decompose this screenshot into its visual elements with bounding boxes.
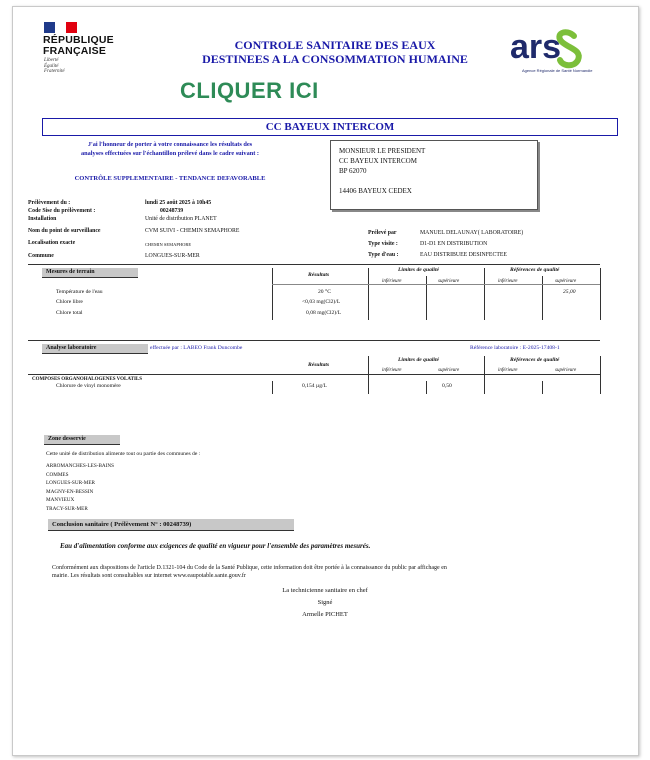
info-value-code: 00248739: [160, 208, 184, 214]
info-value-date: lundi 25 août 2025 à 10h45: [145, 200, 212, 206]
legal-notice: [52, 565, 612, 580]
rf-line1: RÉPUBLIQUE: [43, 34, 114, 46]
list-item: MANVIEUX: [46, 497, 75, 503]
conclusion-text: Eau d'alimentation conforme aux exigences de qualité en vigueur pour l'ensemble des paramètres mesurés.: [60, 542, 371, 550]
info-key-sampler: Prélevé par: [368, 230, 397, 236]
terrain-row-param: Température de l'eau: [56, 289, 103, 295]
terrain-vline-3: [426, 276, 427, 320]
list-item: LONGUES-SUR-MER: [46, 480, 95, 486]
labo-row-vline-1: [272, 381, 273, 394]
conclusion-tab: Conclusion sanitaire ( Prélèvement N° : 00248739): [48, 519, 294, 531]
title-line1: CONTROLE SANITAIRE DES EAUX: [234, 38, 436, 52]
labo-header-rule: [28, 374, 600, 375]
labo-ref: Référence laboratoire : E-2025-17408-1: [470, 345, 560, 351]
terrain-lim-sup: supérieure: [438, 279, 460, 284]
info-value-location: CHEMIN SEMAPHORE: [145, 242, 192, 247]
recipient-address: [330, 140, 538, 210]
terrain-lim-inf: inférieure: [382, 279, 402, 284]
terrain-header-refs: Références de qualité: [510, 267, 560, 273]
labo-row-value: 0,154 µg/L: [302, 383, 327, 389]
labo-row-vline-5: [542, 381, 543, 394]
info-key-point: Nom du point de surveillance: [28, 228, 101, 234]
republique-francaise-logo: [43, 35, 114, 57]
terrain-row-param: Chlore total: [56, 310, 83, 316]
labo-lim-sup: supérieure: [438, 368, 460, 373]
rf-line2: FRANÇAISE: [43, 45, 107, 57]
labo-header-results: Résultats: [308, 362, 330, 368]
terrain-vline-1: [272, 268, 273, 320]
entity-title: CC BAYEUX INTERCOM: [42, 118, 618, 136]
labo-by: effectuée par : LABEO Frank Duncombe: [150, 345, 243, 351]
terrain-header-rule: [272, 284, 600, 285]
labo-row-param: Chlorure de vinyl monomère: [56, 383, 121, 389]
legal-line2: mairie. Les résultats sont consultables sur internet www.eaupotable.sante.gouv.fr: [52, 572, 246, 579]
info-key-date: Prélèvement du :: [28, 200, 71, 206]
terrain-row-value: 20 °C: [318, 289, 331, 295]
terrain-ref-inf: inférieure: [498, 279, 518, 284]
terrain-top-rule: [28, 264, 600, 265]
info-key-commune: Commune: [28, 253, 54, 259]
labo-top-rule: [28, 340, 600, 341]
document-title: [170, 38, 500, 66]
terrain-header-results: Résultats: [308, 272, 330, 278]
labo-tab: Analyse laboratoire: [42, 344, 148, 354]
list-item: ARROMANCHES-LES-BAINS: [46, 463, 115, 469]
intro-line2: analyses effectuées sur l'échantillon prélevé dans le cadre suivant :: [81, 150, 259, 157]
terrain-vline-5: [542, 276, 543, 320]
terrain-tab: Mesures de terrain: [42, 268, 138, 278]
rf-motto: [44, 58, 65, 75]
signature-signed: Signé: [317, 599, 333, 606]
labo-vline-6: [600, 356, 601, 394]
address-line1: MONSIEUR LE PRESIDENT: [339, 147, 426, 155]
terrain-row-param: Chlore libre: [56, 299, 83, 305]
address-line2: CC BAYEUX INTERCOM: [339, 157, 417, 165]
labo-row-vline-3: [426, 381, 427, 394]
labo-lim-inf: inférieure: [382, 368, 402, 373]
french-flag-icon: [44, 22, 77, 33]
zone-communes-list: [46, 462, 114, 513]
labo-vline-4: [484, 356, 485, 394]
legal-line1: Conformément aux dispositions de l'article D.1321-104 du Code de la Santé Publique, cette information doit être portée à la connaissance du public par affichage en: [52, 565, 447, 571]
zone-text: Cette unité de distribution alimente tout ou partie des communes de :: [46, 451, 201, 457]
terrain-header-limits: Limites de qualité: [398, 267, 440, 273]
list-item: COMMES: [46, 471, 69, 478]
labo-header-refs: Références de qualité: [510, 357, 560, 363]
title-line2: DESTINEES A LA CONSOMMATION HUMAINE: [202, 52, 468, 66]
info-value-commune: LONGUES-SUR-MER: [145, 253, 200, 259]
signature-role: La technicienne sanitaire en chef: [282, 587, 368, 594]
address-line3: BP 62070: [339, 167, 367, 175]
info-key-water: Type d'eau :: [368, 252, 399, 258]
list-item: MAGNY-EN-BESSIN: [46, 488, 94, 495]
motto-fraternite: Fraternité: [44, 69, 65, 74]
labo-row-limit: 0,50: [442, 383, 452, 389]
labo-ref-sup: supérieure: [555, 368, 577, 373]
info-value-visit: D1-D1 EN DISTRIBUTION: [420, 241, 488, 247]
info-value-water: EAU DISTRIBUEE DESINFECTEE: [420, 252, 507, 258]
info-value-point: CVM SUIVI - CHEMIN SEMAPHORE: [145, 228, 240, 234]
info-key-installation: Installation: [28, 216, 57, 222]
terrain-vline-2: [368, 268, 369, 320]
zone-tab: Zone desservie: [44, 435, 120, 445]
info-value-sampler: MANUEL DELAUNAY( LABORATOIRE): [420, 230, 524, 236]
info-key-code: Code Sise du prélèvement :: [28, 208, 96, 214]
motto-liberte: Liberté: [44, 58, 59, 63]
cliquer-ici-link[interactable]: CLIQUER ICI: [180, 78, 319, 103]
terrain-vline-4: [484, 268, 485, 320]
ars-logo-sub: Agence Régionale de Santé Normandie: [522, 68, 593, 73]
terrain-row-value: 0,08 mg(Cl2)/L: [306, 310, 342, 316]
info-value-installation: Unité de distribution PLANET: [145, 216, 217, 222]
labo-ref-inf: inférieure: [498, 368, 518, 373]
labo-vline-2: [368, 356, 369, 394]
address-line4: 14406 BAYEUX CEDEX: [339, 187, 412, 195]
control-type: CONTRÔLE SUPPLEMENTAIRE - TENDANCE DEFAVORABLE: [74, 175, 266, 182]
intro-text: [40, 140, 300, 158]
labo-header-limits: Limites de qualité: [398, 357, 440, 363]
ars-logo: [508, 22, 598, 76]
labo-group: COMPOSES ORGANOHALOGENES VOLATILS: [32, 377, 143, 382]
motto-egalite: Égalité: [44, 63, 59, 69]
terrain-row-value: <0,03 mg(Cl2)/L: [302, 299, 341, 305]
ars-logo-text: ars: [510, 28, 562, 66]
signature-name: Armelle PICHET: [302, 611, 348, 618]
info-key-location: Localisation exacte: [28, 240, 76, 246]
terrain-ref-sup: supérieure: [555, 279, 577, 284]
list-item: TRACY-SUR-MER: [46, 505, 88, 512]
terrain-row-ref: 25,00: [563, 289, 576, 295]
terrain-vline-6: [600, 268, 601, 320]
intro-line1: J'ai l'honneur de porter à votre connaissance les résultats des: [87, 141, 253, 148]
info-key-visit: Type visite :: [368, 241, 398, 247]
